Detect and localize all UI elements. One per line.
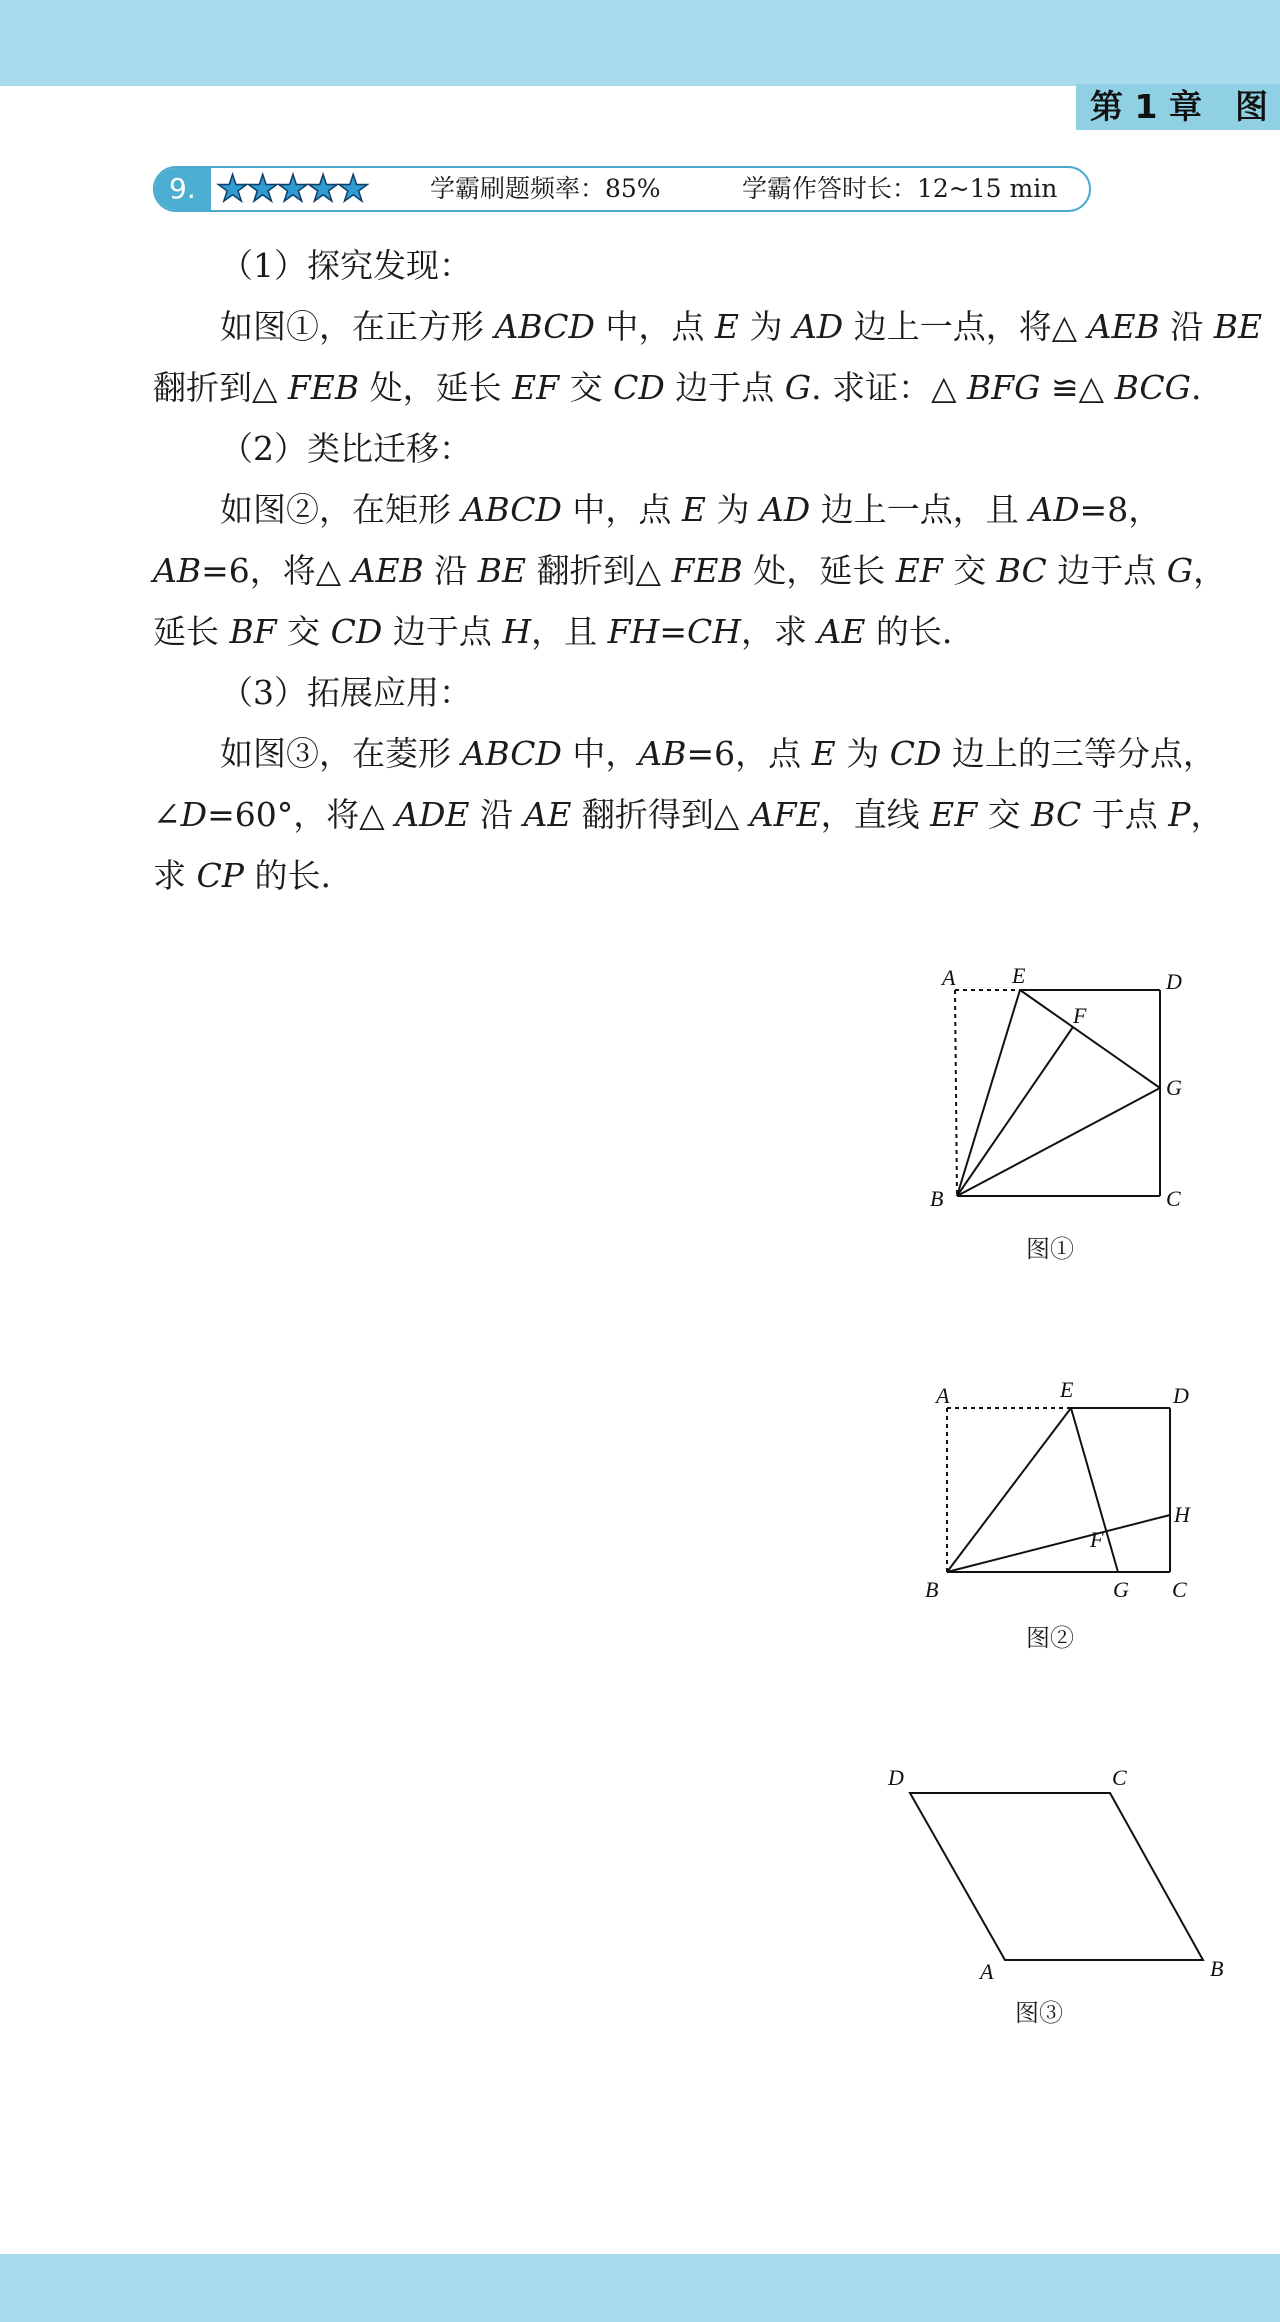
part3-text-line1: 如图③，在菱形 ABCD 中，AB=6，点 E 为 CD 边上的三等分点， [220,734,1216,773]
fig1-label-F: F [1073,1003,1087,1028]
fig2-label-B: B [925,1577,939,1602]
fig2-label-H: H [1174,1502,1190,1527]
part1-text-line2: 翻折到△ FEB 处，延长 EF 交 CD 边于点 G. 求证：△ BFG ≌△ BCG. [153,368,1202,407]
fig1-label-A: A [942,965,956,990]
figure-3 [880,1755,1240,1985]
part2-title: （2）类比迁移： [220,429,472,468]
fig1-label-E: E [1012,963,1026,988]
fig1-label-D: D [1166,969,1182,994]
question-number: 9. [155,168,211,210]
practice-frequency: 学霸刷题频率：85% [430,174,661,203]
part3-text-line3: 求 CP 的长. [153,856,331,895]
answer-time: 学霸作答时长：12~15 min [742,174,1058,203]
part2-text-line1: 如图②，在矩形 ABCD 中，点 E 为 AD 边上一点，且 AD=8， [220,490,1162,529]
part2-text-line2: AB=6，将△ AEB 沿 BE 翻折到△ FEB 处，延长 EF 交 BC 边于点 G， [153,551,1227,590]
part2-text-line3: 延长 BF 交 CD 边于点 H，且 FH=CH，求 AE 的长. [153,612,953,651]
fig3-label-A: A [980,1959,994,1984]
figure-1 [900,955,1200,1215]
part1-title: （1）探究发现： [220,246,472,285]
chapter-tab: 第 1 章 图 [1076,84,1280,130]
fig2-label-A: A [936,1383,950,1408]
fig3-label-C: C [1112,1765,1127,1790]
fig2-label-D: D [1173,1383,1189,1408]
fig2-caption: 图② [1026,1624,1074,1652]
fig2-label-F: F [1090,1527,1104,1552]
fig1-label-B: B [930,1186,944,1211]
part3-title: （3）拓展应用： [220,673,472,712]
fig3-label-D: D [888,1765,904,1790]
bottom-band [0,2254,1280,2322]
fig2-label-C: C [1172,1577,1187,1602]
part1-text-line1: 如图①，在正方形 ABCD 中，点 E 为 AD 边上一点，将△ AEB 沿 BE [220,307,1263,346]
difficulty-stars: ★★★★★ [216,167,367,210]
fig2-label-G: G [1113,1577,1129,1602]
part3-text-line2: ∠D=60°，将△ ADE 沿 AE 翻折得到△ AFE，直线 EF 交 BC 于点 P， [153,795,1224,834]
fig2-label-E: E [1060,1377,1074,1402]
fig1-label-G: G [1166,1075,1182,1100]
fig1-label-C: C [1166,1186,1181,1211]
fig3-label-B: B [1210,1956,1224,1981]
fig1-caption: 图① [1026,1235,1074,1263]
figure-2 [910,1370,1210,1610]
fig3-caption: 图③ [1015,1999,1063,2027]
top-band [0,0,1280,86]
